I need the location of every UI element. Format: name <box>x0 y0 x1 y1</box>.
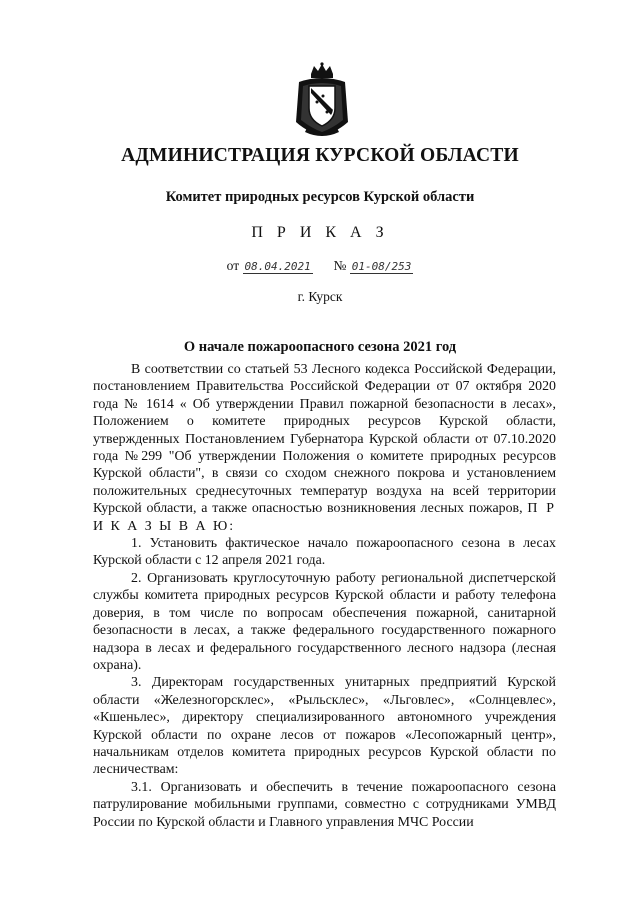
order-subject: О начале пожароопасного сезона 2021 год <box>183 339 457 355</box>
clause-3-1: 3.1. Организовать и обеспечить в течение пожароопасного сезона патрулирование мобильными группами, совместно с сотрудниками УМВД России по Курской области и Главного управления МЧС России <box>93 779 556 830</box>
committee-name: Комитет природных ресурсов Курской области <box>165 189 475 205</box>
preamble-text: В соответствии со статьей 53 Лесного кодекса Российской Федерации, постановлением Правительства Российской Федерации от 07 октября 2020 года № 1614 « Об утверждении Правил пожарной безопасности в лесах», Положением о комитете природных ресурсов Курской области, утвержденных Постановлением Губернатора Курской области от 07.10.2020 года №299 "Об утверждении Положения о комитете природных ресурсов Курской области", в связи со сходом снежного покрова и установлением положительных среднесуточных температур воздуха на всей территории Курской области, а также опасностью возникновения лесных пожаров, <box>93 362 556 517</box>
date-number-line <box>0 258 640 274</box>
number-prefix: № <box>333 258 347 273</box>
coat-of-arms-icon <box>293 62 351 138</box>
order-keyword: П Р И К А З Ы В А Ю: <box>93 501 556 534</box>
preamble-paragraph <box>93 361 556 535</box>
clause-1: 1. Установить фактическое начало пожароопасного сезона в лесах Курской области с 12 апреля 2021 года. <box>93 536 556 569</box>
city: г. Курск <box>297 289 343 304</box>
date-prefix: от <box>226 258 240 273</box>
handwritten-number: 01-08/253 <box>351 260 412 273</box>
handwritten-date: 08.04.2021 <box>244 260 311 273</box>
organization-title: АДМИНИСТРАЦИЯ КУРСКОЙ ОБЛАСТИ <box>121 145 519 166</box>
document-type: П Р И К А З <box>251 224 389 241</box>
order-body <box>93 361 556 831</box>
clause-3: 3. Директорам государственных унитарных предприятий Курской области «Железногорсклес», «Рыльсклес», «Льговлес», «Солнцевлес», «Кшеньлес», директору специализированного автономного учреждения Курской области по охране лесов от пожаров «Лесопожарный центр», начальникам отделов комитета природных ресурсов Курской области по лесничествам: <box>93 675 556 778</box>
clause-2: 2. Организовать круглосуточную работу региональной диспетчерской службы комитета природных ресурсов Курской области и работу телефона доверия, в том числе по вопросам обеспечения пожарной, санитарной безопасности в лесах, а также федерального государственного пожарного надзора в лесах и федерального государственного лесного надзора (лесная охрана). <box>93 570 556 673</box>
